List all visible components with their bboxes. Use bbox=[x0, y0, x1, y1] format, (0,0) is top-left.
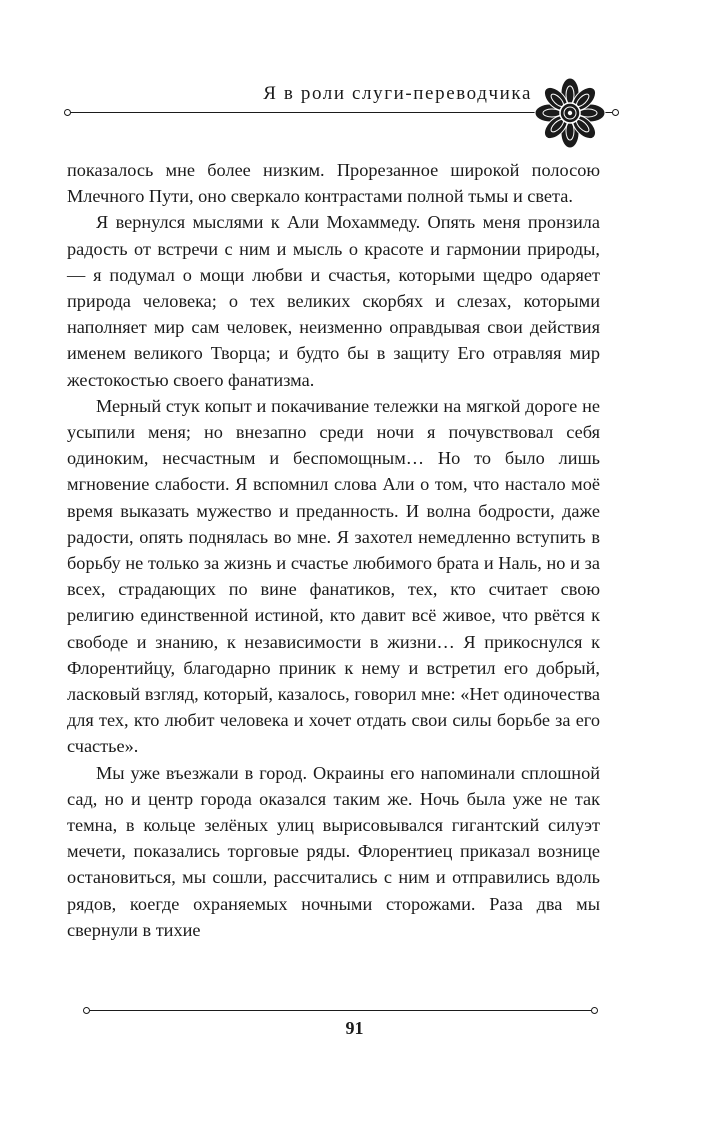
paragraph: Мы уже въезжали в город. Окраины его напоминали сплошной сад, но и центр города оказался таким же. Ночь была уже не так темна, в кольце зелёных улиц вырисовывался гигантский силуэт мечети, показались торговые ряды. Флорентиец приказал вознице остановиться, мы сошли, рассчитались с ним и отправились вдоль рядов, коегде охраняемых ночными сторожами. Раза два мы свернули в тихие bbox=[67, 762, 600, 940]
body-text bbox=[67, 157, 600, 943]
header-rule-left-dot bbox=[64, 109, 71, 116]
footer-rule-right-dot bbox=[591, 1007, 598, 1014]
header-rule-right-dot bbox=[612, 109, 619, 116]
running-title: Я в роли слуги-переводчика bbox=[263, 83, 532, 104]
lotus-mandala-ornament-icon bbox=[530, 73, 610, 153]
footer-rule-left-dot bbox=[83, 1007, 90, 1014]
paragraph: Мерный стук копыт и покачивание тележки на мягкой дороге не усыпили меня; но внезапно среди ночи я почувствовал себя одиноким, несчастным и беспомощным… Но то было лишь мгновение слабости. Я вспомнил слова Али о том, что настало моё время выказать мужество и преданность. И волна бодрости, даже радости, опять поднялась во мне. Я захотел немедленно вступить в борьбу не только за жизнь и счастье любимого брата и Наль, но и за всех, страдающих по вине фанатиков, тех, кто считает свою религию единственной истиной, кто давит всё живое, что рвётся к свободе и знанию, к независимости в жизни… Я прикоснулся к Флорентийцу, благодарно приник к нему и встретил его добрый, ласковый взгляд, который, казалось, говорил мне: «Нет одиночества для тех, кто любит человека и хочет отдать свои силы борьбе за его счастье». bbox=[67, 395, 600, 757]
paragraph: показалось мне более низким. Прорезанное широкой полосою Млечного Пути, оно сверкало контрастами полной тьмы и света. bbox=[67, 160, 600, 207]
header-rule bbox=[71, 112, 539, 113]
paragraph: Я вернулся мыслями к Али Мохаммеду. Опять меня пронзила радость от встречи с ним и мысль о красоте и гармонии природы, — я подумал о мощи любви и счастья, которыми щедро одаряет природа человека; о тех великих скорбях и слезах, которыми наполняет мир сам человек, неизменно оправдывая свои действия именем великого Творца; и будто бы в защиту Его отравляя мир жестокостью своего фанатизма. bbox=[67, 212, 600, 390]
page-number: 91 bbox=[345, 1018, 364, 1038]
footer-rule bbox=[90, 1010, 591, 1011]
